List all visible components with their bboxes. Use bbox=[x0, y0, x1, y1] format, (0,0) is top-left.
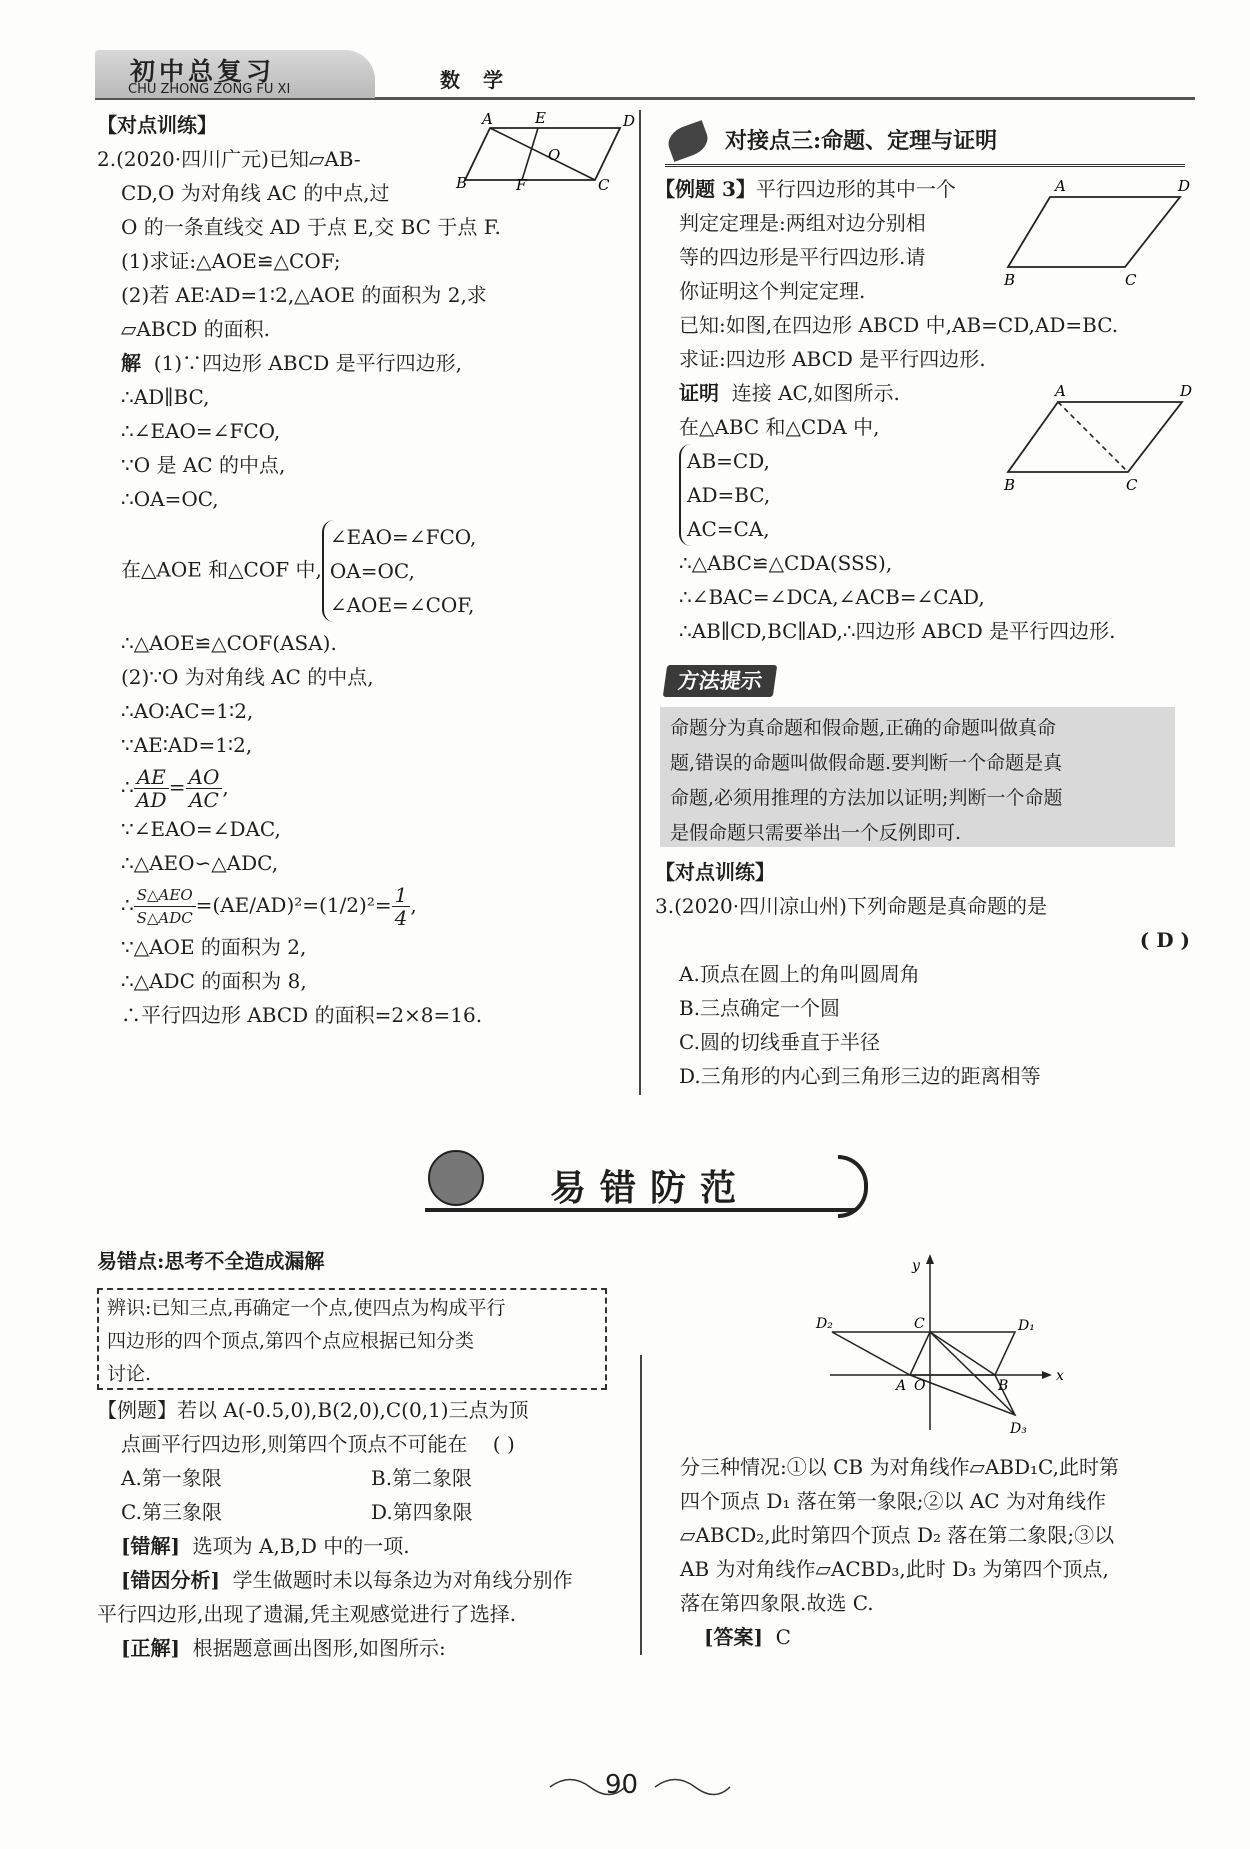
method-line: 命题分为真命题和假命题,正确的命题叫做真命 bbox=[670, 717, 1057, 739]
coordinate-figure bbox=[810, 1250, 1070, 1435]
fraction-num: AE bbox=[134, 766, 169, 789]
system-line: ∠EAO=∠FCO, bbox=[329, 525, 477, 549]
system-line: ∠AOE=∠COF, bbox=[329, 593, 475, 617]
section-title: 对接点三:命题、定理与证明 bbox=[725, 128, 998, 154]
point-label: A bbox=[896, 1378, 907, 1394]
point-label: B bbox=[1004, 271, 1016, 289]
explanation-line: 四个顶点 D₁ 落在第一象限;②以 AC 为对角线作 bbox=[680, 1489, 1106, 1513]
q3-option: B.三点确定一个圆 bbox=[679, 996, 841, 1020]
area-end: , bbox=[410, 893, 417, 917]
fraction-num: AO bbox=[186, 766, 223, 789]
section-tag: 【对点训练】 bbox=[97, 113, 217, 137]
solution-line: (2)∵O 为对角线 AC 的中点, bbox=[121, 665, 374, 689]
system-line: OA=OC, bbox=[329, 559, 415, 583]
example-line: 你证明这个判定定理. bbox=[679, 279, 866, 303]
point-label: E bbox=[535, 109, 546, 127]
ratio-line bbox=[97, 762, 632, 812]
solution-line: ∴△AOE≌△COF(ASA). bbox=[121, 631, 337, 655]
explanation-line: AB 为对角线作▱ACBD₃,此时 D₃ 为第四个顶点, bbox=[680, 1557, 1109, 1581]
axis-label: y bbox=[912, 1258, 920, 1274]
system-line: AD=BC, bbox=[687, 483, 771, 507]
q2-line: ▱ABCD 的面积. bbox=[121, 317, 270, 341]
option: B.第二象限 bbox=[371, 1466, 473, 1490]
fraction bbox=[134, 766, 169, 811]
bottom-right-column bbox=[680, 1450, 1200, 1654]
q3-option: D.三角形的内心到三角形三边的距离相等 bbox=[679, 1064, 1041, 1088]
solution-line: ∴∠EAO=∠FCO, bbox=[121, 419, 281, 443]
note-line: 四边形的四个顶点,第四个点应根据已知分类 bbox=[107, 1330, 475, 1352]
section-tag: 【对点训练】 bbox=[655, 860, 775, 884]
fraction-den: AC bbox=[189, 788, 219, 812]
point-label: B bbox=[998, 1378, 1009, 1394]
point-label: F bbox=[516, 176, 527, 194]
q2-line: (1)求证:△AOE≌△COF; bbox=[121, 249, 341, 273]
diagonal-ac bbox=[490, 128, 595, 180]
method-line: 命题,必须用推理的方法加以证明;判断一个命题 bbox=[670, 787, 1063, 809]
explanation-line: ▱ABCD₂,此时第四个顶点 D₂ 落在第二象限;③以 bbox=[680, 1523, 1115, 1547]
point-label: D₃ bbox=[1010, 1421, 1027, 1437]
q3-option: C.圆的切线垂直于半径 bbox=[679, 1030, 880, 1054]
wrong-text: 选项为 A,B,D 中的一项. bbox=[192, 1534, 410, 1558]
explanation-line: 分三种情况:①以 CB 为对角线作▱ABD₁C,此时第 bbox=[680, 1455, 1119, 1479]
header-subject: 数 学 bbox=[440, 68, 511, 92]
note-line: 辨识:已知三点,再确定一个点,使四点为构成平行 bbox=[107, 1297, 506, 1319]
example-line: 已知:如图,在四边形 ABCD 中,AB=CD,AD=BC. bbox=[679, 313, 1119, 337]
parallelogram-lines bbox=[832, 1332, 1015, 1415]
point-label: C bbox=[914, 1316, 925, 1332]
answer-label: [答案] bbox=[704, 1625, 763, 1649]
analysis-text: 学生做题时未以每条边为对角线分别作 bbox=[232, 1568, 573, 1592]
page-number: 90 bbox=[605, 1770, 639, 1800]
example-text: 点画平行四边形,则第四个顶点不可能在 bbox=[121, 1432, 468, 1456]
proof-line: ∴△ABC≌△CDA(SSS), bbox=[679, 551, 893, 575]
point-label: O bbox=[914, 1378, 926, 1394]
q2-line: (2)若 AE∶AD=1∶2,△AOE 的面积为 2,求 bbox=[121, 283, 487, 307]
solution-line: ∴AD∥BC, bbox=[121, 385, 210, 409]
area-mid: =(AE/AD)²=(1/2)²= bbox=[195, 893, 392, 917]
point-label: C bbox=[1126, 476, 1138, 494]
fraction-den: AD bbox=[136, 788, 167, 812]
point-label: D₁ bbox=[1018, 1318, 1035, 1334]
parallelogram-figure-with-diagonal bbox=[1000, 380, 1200, 495]
example-line: 判定定理是:两组对边分别相 bbox=[679, 211, 926, 235]
correct-text: 根据题意画出图形,如图所示: bbox=[192, 1636, 446, 1660]
point-label: A bbox=[1055, 177, 1066, 195]
line-ef bbox=[522, 128, 538, 180]
parallelogram-figure bbox=[456, 109, 640, 194]
ornament-right bbox=[655, 1780, 730, 1795]
ratio-prefix: ∴ bbox=[121, 775, 134, 799]
x-axis-arrow bbox=[1042, 1371, 1052, 1379]
parallelogram-shape bbox=[1008, 402, 1182, 472]
fraction bbox=[186, 766, 223, 811]
axis-label: x bbox=[1056, 1368, 1064, 1384]
example-line: 【例题】若以 A(-0.5,0),B(2,0),C(0,1)三点为顶 bbox=[97, 1398, 529, 1422]
column-divider bbox=[640, 1355, 642, 1655]
example-line bbox=[97, 1427, 632, 1461]
system-prefix: 在△AOE 和△COF 中, bbox=[121, 557, 322, 582]
example-line: 平行四边形的其中一个 bbox=[755, 177, 956, 201]
option: C.第三象限 bbox=[121, 1500, 222, 1524]
solution-line: ∴AO∶AC=1∶2, bbox=[121, 699, 254, 723]
fraction-num: S△AEO bbox=[134, 884, 196, 907]
answer-value: C bbox=[775, 1625, 791, 1649]
banner-curl bbox=[838, 1155, 868, 1218]
solution-line: ∴平行四边形 ABCD 的面积=2×8=16. bbox=[121, 1003, 483, 1027]
solution-line: ∴OA=OC, bbox=[121, 487, 219, 511]
proof-line: ∴AB∥CD,BC∥AD,∴四边形 ABCD 是平行四边形. bbox=[679, 619, 1116, 643]
method-line: 是假命题只需要举出一个反例即可. bbox=[670, 822, 962, 844]
solution-line: (1)∵四边形 ABCD 是平行四边形, bbox=[153, 351, 462, 375]
point-label: B bbox=[1004, 476, 1016, 494]
point-label: D₂ bbox=[816, 1316, 833, 1332]
point-label: C bbox=[598, 176, 610, 194]
segment-cd3 bbox=[930, 1332, 1015, 1415]
solution-line: ∵AE∶AD=1∶2, bbox=[121, 733, 253, 757]
method-line: 题,错误的命题叫做假命题.要判断一个命题是真 bbox=[670, 752, 1063, 774]
proof-line: 在△ABC 和△CDA 中, bbox=[679, 415, 880, 439]
equation-system bbox=[679, 444, 770, 546]
example-line: 求证:四边形 ABCD 是平行四边形. bbox=[679, 347, 986, 371]
analysis-text: 平行四边形,出现了遗漏,凭主观感觉进行了选择. bbox=[97, 1602, 517, 1626]
point-label: D bbox=[1180, 382, 1193, 400]
bottom-left-column bbox=[97, 1393, 632, 1665]
point-label: A bbox=[482, 110, 493, 128]
page-ornament bbox=[545, 1772, 735, 1802]
fraction bbox=[392, 884, 411, 929]
proof-line: ∴∠BAC=∠DCA,∠ACB=∠CAD, bbox=[679, 585, 985, 609]
point-label: D bbox=[623, 112, 636, 130]
method-hint-title: 方法提示 bbox=[663, 665, 777, 697]
proof-label: 证明 bbox=[679, 381, 719, 405]
q2-line: O 的一条直线交 AD 于点 E,交 BC 于点 F. bbox=[121, 215, 501, 239]
system-line: AC=CA, bbox=[687, 517, 770, 541]
answer-paren: ( ) bbox=[492, 1432, 515, 1456]
ratio-end: , bbox=[222, 775, 229, 799]
option: A.第一象限 bbox=[121, 1466, 222, 1490]
q3-stem: 3.(2020·四川凉山州)下列命题是真命题的是 bbox=[655, 894, 1047, 918]
solution-line: ∵O 是 AC 的中点, bbox=[121, 453, 286, 477]
identification-box bbox=[97, 1288, 607, 1390]
parallelogram-figure bbox=[1000, 175, 1200, 290]
y-axis-arrow bbox=[926, 1254, 934, 1264]
solution-line: ∵∠EAO=∠DAC, bbox=[121, 817, 281, 841]
area-ratio-line bbox=[97, 880, 632, 930]
solution-line: ∴△AEO∽△ADC, bbox=[121, 851, 279, 875]
proof-line: 连接 AC,如图所示. bbox=[731, 381, 900, 405]
equation-system bbox=[322, 520, 476, 622]
solution-line: ∵△AOE 的面积为 2, bbox=[121, 935, 307, 959]
q2-line: 2.(2020·四川广元)已知▱AB- bbox=[97, 147, 361, 171]
area-prefix: ∴ bbox=[121, 893, 134, 917]
fraction-num: 1 bbox=[392, 884, 411, 907]
system-line: AB=CD, bbox=[687, 449, 770, 473]
fraction bbox=[134, 884, 196, 929]
example-label: 【例题 3】 bbox=[655, 177, 756, 201]
ratio-eq: = bbox=[168, 775, 186, 799]
column-divider bbox=[639, 110, 641, 1095]
point-label: C bbox=[1125, 271, 1137, 289]
analysis-label: [错因分析] bbox=[121, 1568, 220, 1592]
q3-block bbox=[655, 855, 1200, 1093]
point-label: A bbox=[1055, 382, 1066, 400]
correct-label: [正解] bbox=[121, 1636, 180, 1660]
point-label: D bbox=[1178, 177, 1191, 195]
wrong-label: [错解] bbox=[121, 1534, 180, 1558]
point-label: B bbox=[456, 174, 468, 192]
diagonal-ac bbox=[1058, 402, 1128, 472]
note-line: 讨论. bbox=[107, 1363, 152, 1385]
error-point-title: 易错点:思考不全造成漏解 bbox=[97, 1249, 325, 1273]
parallelogram-shape bbox=[1008, 197, 1180, 267]
header-pinyin: CHU ZHONG ZONG FU XI bbox=[128, 82, 291, 97]
q3-option: A.顶点在圆上的角叫圆周角 bbox=[679, 962, 920, 986]
header-title: 初中总复习 bbox=[130, 57, 276, 86]
explanation-line: 落在第四象限.故选 C. bbox=[680, 1591, 874, 1615]
fraction-den: S△ADC bbox=[136, 909, 193, 927]
fraction-den: 4 bbox=[394, 906, 408, 930]
q3-answer: ( D ) bbox=[1139, 928, 1190, 952]
point-label: O bbox=[548, 146, 561, 164]
method-hint-box bbox=[660, 707, 1175, 847]
left-column bbox=[97, 108, 632, 1032]
solution-line: ∴△ADC 的面积为 8, bbox=[121, 969, 307, 993]
solution-label: 解 bbox=[121, 351, 141, 375]
q2-line: CD,O 为对角线 AC 的中点,过 bbox=[121, 181, 390, 205]
banner-title: 易错防范 bbox=[550, 1167, 751, 1209]
example-line: 等的四边形是平行四边形.请 bbox=[679, 245, 926, 269]
option: D.第四象限 bbox=[371, 1500, 473, 1524]
